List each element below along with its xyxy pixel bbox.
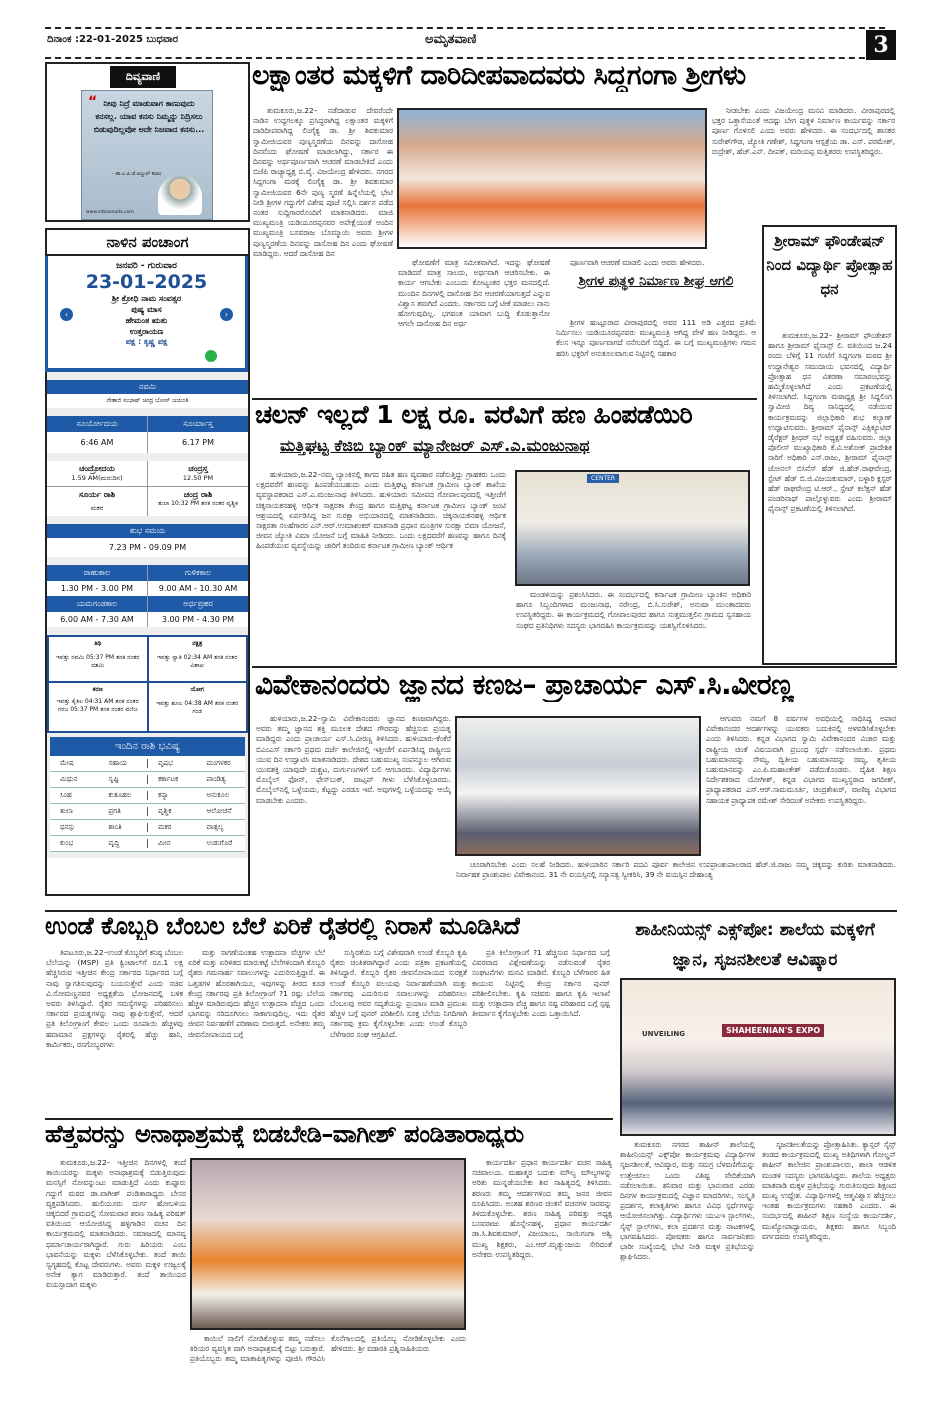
surya-rashi: ಮಕರ <box>90 504 104 512</box>
moonrise-label: ಚಂದ್ರೋದಯ <box>79 464 115 473</box>
banner-text: UNVEILING <box>642 1030 686 1038</box>
ardha-time: 3.00 PM - 4.30 PM <box>147 612 248 627</box>
rashi-sign: ತುಲಾ <box>60 807 73 815</box>
divyavani-title: ದಿವ್ಯವಾಣಿ <box>110 66 176 88</box>
quote-site: www.sitkannada.com <box>86 210 134 215</box>
article-text: ಪ್ರತಿ ಕಿಲೋಗ್ರಾಂಗೆ ?1 ಹೆಚ್ಚಿಸುವ ನಿರ್ಧಾರದ ಬಗ್ಗೆ ವಿವರವಾದ ವಿಶ್ಲೇಷಣೆಯನ್ನು ನಡೆಸುವಂತೆ ರೈತರ ಸಂಘಟನೆಗಳು ಮನವಿ ಮಾಡಿವೆ. ಕೊಬ್ಬರಿ ಬೆಳೆಗಾರರ ಹಿತ ಕಾಯುವ ನಿಟ್ಟಿನಲ್ಲಿ ಕೇಂದ್ರ ಸರ್ಕಾರ ಪುನರ್ ಪರಿಶೀಲಿಸಬೇಕು. ಕೃಷಿ ಸಚಿವರು ಹಾಗೂ ಕೃಷಿ ಇಲಾಖೆ ಮತ್ತು ಉತ್ಪಾದನಾ ವೆಚ್ಚ ಹಾಗೂ ನಷ್ಟ ಪರಿಹಾರದ ಬಗ್ಗೆ ಸ್ಪಷ್ಟ ತೀರ್ಮಾನ ಕೈಗೊಳ್ಳಬೇಕು ಎಂದು ಒತ್ತಾಯಿಸಿದೆ. <box>472 948 610 1019</box>
karana-label: ಕರಣ <box>92 686 103 693</box>
shriram-headline: ಶ್ರೀರಾಮ್ ಫೌಂಡೇಷನ್ ನಿಂದ ವಿದ್ಯಾರ್ಥಿ ಪ್ರೋತ್ಸಾಹ ಧನ <box>766 232 893 298</box>
tithi-value: ಇವತ್ತು ನವಮಿ 05:37 PM ತನಕ ನಂತರ ದಶಮಿ <box>56 654 140 669</box>
moonset-label: ಚಂದ್ರಸ್ತ <box>188 464 208 473</box>
page-number: 3 <box>866 30 896 60</box>
moonset-time: 12.50 PM <box>182 474 214 482</box>
headline-vivekananda: ವಿವೇಕಾನಂದರು ಜ್ಞಾನದ ಕಣಜ– ಪ್ರಾಚಾರ್ಯ ಎಸ್.ಸಿ.ವೀರಣ್ಣ <box>255 668 795 701</box>
rashi-row <box>50 756 245 772</box>
article-text: ಕಾಯಿಲೆ ನಾಲಿಗೆ ನೋಡಿಕೊಳ್ಳುವ ತಮ್ಮ ನಡೆಸಲು ಕಿರಿಯರ ವ್ಯವಸ್ಥಿತ ವಾಗಿ ಅನಾಥಾಶ್ರಮಕ್ಕೆ ಬಿಟ್ಟು ಬರುತ್ತಾರೆ. ಪ್ರತಿಯೊಬ್ಬರು ತಮ್ಮ ಮಾತಾಪಿತೃಗಳನ್ನು ಪೂಜಿಸಿ ಗೌರವಿಸಿ ಕೊನೆಗಾಲದಲ್ಲಿ ಪ್ರತಿಯೊಬ್ಬ ನೋಡಿಕೊಳ್ಳಬೇಕು ಎಂದು ಹೇಳಿದರು. ಶ್ರೀ ವಡಾರತಿ ಪ್ರಶ್ನಿಸಾಹಿತಿಯರು <box>190 1334 466 1364</box>
chandra-rashi: ತುಲಾ 10:32 PM ತನಕ ನಂತರ ವೃಶ್ಚಿಕ <box>158 500 238 507</box>
headline-copra: ಉಂಡೆ ಕೊಬ್ಬರಿ ಬೆಂಬಲ ಬೆಲೆ ಏರಿಕೆ ರೈತರಲ್ಲಿ ನಿರಾಸೆ ಮೂಡಿಸಿದೆ <box>45 912 520 940</box>
rashi-prediction: ಸೃಷ್ಟಿ <box>108 775 119 783</box>
ardha-label: ಅರ್ಧಪ್ರಹರ <box>147 596 248 612</box>
rashi-sign: ಮೇಷ <box>60 759 74 767</box>
headline-bank: ಚಲನ್ ಇಲ್ಲದೆ 1 ಲಕ್ಷ ರೂ. ವರೆವಿಗೆ ಹಣ ಹಿಂಪಡೆಯಿರಿ <box>255 400 693 429</box>
article-text: ಶ್ರೀಗಳ ಹುಟ್ಟೂರಾದ ವೀರಾಪುರದಲ್ಲಿ ಅವರ 111 ಅಡಿ ಎತ್ತರದ ಪ್ರತಿಮೆ ನಿರ್ಮಿಸಲು ಯಡಿಯೂರಪ್ಪನವರು ಮುಖ್ಯಮಂತ್ರಿ ಆಗಿದ್ದ ವೇಳೆ ಹಣ ನೀಡಿದ್ದರು. ಆ ಕೆಲಸ ಇನ್ನೂ ಪೂರ್ಣವಾಗದೆ ನನೆಗುದಿಗೆ ಬಿದ್ದಿದೆ. ಈ ಬಗ್ಗೆ ಮುಖ್ಯಮಂತ್ರಿಗಳು ಗಮನ ಹರಿಸಿ ಭಕ್ತರಿಗೆ ಅನುಕೂಲವಾಗುವ ನಿಟ್ಟಿನಲ್ಲಿ ಸಹಕಾರ <box>556 318 756 358</box>
whatsapp-icon[interactable] <box>205 350 217 362</box>
yama-time: 6.00 AM - 7.30 AM <box>60 615 134 624</box>
sunset-label: ಸೂರ್ಯಾಸ್ತ <box>147 416 248 432</box>
article-text: ತುಮಕೂರು,ಜ.22– ಇತ್ತೀಚಿನ ದಿನಗಳಲ್ಲಿ ತಂದೆ ತಾಯಿಯರನ್ನು ಮಕ್ಕಳು ಅನಾಥಾಶ್ರಮಕ್ಕೆ ಬಿಡುತ್ತಿರುವುದು ಮನಸ್ಸಿಗೆ ನೋವನ್ನುಂಟು ಮಾಡುತ್ತಿದೆ ಎಂದು ಕುಪ್ಪೂರು ಗದ್ದುಗೆ ಮಠದ ಡಾ.ವಾಗೀಶ್ ಪಂಡಿತಾರಾಧ್ಯರು ಬೇಸರ ವ್ಯಕ್ತಪಡಿಸಿದರು. ಹುಲಿಯೂರು ದುರ್ಗ ಹೋಬಳಿಯ ಚಿಕ್ಕಬಿದರೆ ಗ್ರಾಮದಲ್ಲಿ ಸೋಮವಾರ ಶರಣ ಸಾಹಿತ್ಯ ಪರಿಷತ್ ವತಿಯಿಂದ ಆಯೋಜಿಸಿದ್ದ ಹಳ್ಳಿಗಾಡಿನ ವಚನ ದಿನ ಕಾರ್ಯಕ್ರಮದಲ್ಲಿ ಮಾತನಾಡಿದರು. ಸಮಾಜದಲ್ಲಿ ಮಾನವ್ಯ ಧರ್ಮಾಚಾರ್ಯರಾಗಿದ್ದಾರೆ. ಗುರು ಹಿರಿಯರು ಎಂಬ ಭಾವನೆಯನ್ನು ಮಕ್ಕಳು ಬೆಳೆಸಿಕೊಳ್ಳಬೇಕು. ತಂದೆ ತಾಯಿ ಸ್ವಗೃಹದಲ್ಲಿ ಕೊಟ್ಟ ದೇವರುಗಳು. ಅವರು ಮಕ್ಕಳ ಉಜ್ವಲಕ್ಕೆ ಅನೇಕ ತ್ಯಾಗ ಮಾಡಿರುತ್ತಾರೆ. ತಂದೆ ತಾಯಿಯರ ವಯಸ್ಸಾದಾಗ ಮಕ್ಕಳು <box>46 1158 186 1290</box>
quote-text: ನೀವು ನಿದ್ರೆ ಮಾಡುವಾಗ ಕಾಣುವುದು ಕನಸಲ್ಲ. ಯಾವ ಕನಸು ನಿಮ್ಮನ್ನು ನಿದ್ರಿಸಲು ಬಿಡುವುದಿಲ್ಲವೋ ಅದೇ ನಿಜವಾದ ಕನಸು... <box>93 99 205 134</box>
article-text: ತುಮಕೂರು,ಜ.22– ಶ್ರೀರಾಮ್ ಫೌಂಡೇಶನ್ ಹಾಗೂ ಶ್ರೀರಾಮ್ ಫೈನಾನ್ಸ್ ಲಿ. ವತಿಯಿಂದ ಜ.24 ರಂದು ಬೆಳಿಗ್ಗೆ 11 ಗಂಟೆಗೆ ಸಿದ್ದಗಂಗಾ ಮಠದ ಶ್ರೀ ಉದ್ದಾನೇಶ್ವರ ಸಮುದಾಯ ಭವನದಲ್ಲಿ ವಿದ್ಯಾರ್ಥಿ ಪ್ರೋತ್ಸಾಹ ಧನ ವಿತರಣಾ ಸಮಾರಂಭವನ್ನು ಹಮ್ಮಿಕೊಳ್ಳಲಾಗಿದೆ ಎಂದು ಪ್ರಕಟಣೆಯಲ್ಲಿ ತಿಳಿಸಲಾಗಿದೆ. ಸಿದ್ದಗಂಗಾ ಮಠಾಧ್ಯಕ್ಷ ಶ್ರೀ ಸಿದ್ದಲಿಂಗ ಸ್ವಾಮೀಜಿ ದಿವ್ಯ ಸಾನಿಧ್ಯದಲ್ಲಿ ನಡೆಯುವ ಕಾರ್ಯಕ್ರಮವನ್ನು ಜಿಲ್ಲಾಧಿಕಾರಿ ಶುಭ ಕಲ್ಯಾಣ್ ಉದ್ಘಾಟಿಸುವರು. ಶ್ರೀರಾಮ್ ಫೈನಾನ್ಸ್ ಎಕ್ಸಿಕ್ಯೂಟಿವ್ ಡೈರೆಕ್ಟರ್ ಶ್ರೀಧರ್ ಸಭೆ ಅಧ್ಯಕ್ಷತೆ ವಹಿಸುವರು. ಜಿಲ್ಲಾ ಪೊಲೀಸ್ ಮುಖ್ಯಾಧಿಕಾರಿ ಕೆ.ವಿ.ಅಶೋಕ್ ಪ್ರಾದೇಶಿಕ ಸಾರಿಗೆ ಅಧಿಕಾರಿ ಎಸ್.ರಾಜು, ಶ್ರೀರಾಮ್ ಫೈನಾನ್ಸ್ ಜೋನಲ್ ಬಿಸಿನೆಸ್ ಹೆಡ್ ಜಿ.ಹೆಚ್.ರಾಘವೇಂದ್ರ, ಸ್ಟೇಟ್ ಹೆಡ್ ಬಿ.ಜಿ.ವಿಜಯಕುಮಾರ್, ಬಳ್ಳಾರಿ ಕ್ಲಸ್ಟರ್ ಹೆಡ್ ರಾಘವೇಂದ್ರ ಟಿ.ಆರ್., ಸ್ಟೇಟ್ ಕಲೆಕ್ಷನ್ ಹೆಡ್ ಪಂಡರಿನಾಥ್ ಪಾಲ್ಗೊಳ್ಳುವರು ಎಂದು ಶ್ರೀರಾಮ್ ಫೈನಾನ್ಸ್ ಪ್ರಕಟಣೆಯಲ್ಲಿ ತಿಳಿಸಲಾಗಿದೆ. <box>768 331 892 514</box>
karana-value: ಇವತ್ತು ಕೈತಿಲ 04:31 AM ತನಕ ನಂತರ ಗರಜ 05:37 PM ತನಕ ನಂತರ ವಣಿಜ <box>56 698 139 713</box>
yoga-label: ಯೋಗ <box>190 686 205 693</box>
samvatsara: ಶ್ರೀ ಕ್ರೋಧಿ ನಾಮ ಸಂವತ್ಸರ <box>111 294 182 303</box>
article-text: ಹುಳಿಯಾರು,ಜ.22–ನಮ್ಮ ಬ್ಯಾಂಕಿನಲ್ಲಿ ಕಾಗದ ರಹಿತ ಹಣ ವ್ಯವಹಾರ ನಡೆಸುತ್ತಿದ್ದು ಗ್ರಾಹಕರು ಒಂದು ಲಕ್ಷದವರೆಗೆ ಹಣವನ್ನು ಹಿಂಪಡೆಯಬಹುದು ಎಂದು ಮತ್ತಿಘಟ್ಟ ಕರ್ನಾಟಕ ಗ್ರಾಮೀಣ ಬ್ಯಾಂಕ್ ಶಾಖೆಯ ವ್ಯವಸ್ಥಾಪಕರಾದ ಎಸ್.ಎ.ಮಂಜುನಾಥ ತಿಳಿಸಿದರು. ಹುಳಿಯಾರು ಸಮೀಪದ ಗೋಪಾಲಪುರದಲ್ಲಿ ಇತ್ತೀಚೆಗೆ ಚಿಕ್ಕನಾಯಕನಹಳ್ಳಿ ಆರ್ಥಿಕ ಸಾಕ್ಷರತಾ ಕೇಂದ್ರ ಹಾಗೂ ಮತ್ತಿಘಟ್ಟ ಕರ್ನಾಟಕ ಗ್ರಾಮೀಣ ಬ್ಯಾಂಕ್ ಜಂಟಿ ಆಶ್ರಯದಲ್ಲಿ ಏರ್ಪಡಿಸಿದ್ದ ಜನ ಸುರಕ್ಷಾ ಅಭಿಯಾನದಲ್ಲಿ ಮಾತನಾಡಿದರು. ಚಿಕ್ಕನಾಯಕನಹಳ್ಳಿ ಆರ್ಥಿಕ ಸಾಕ್ಷರತಾ ಸಲಹೆಗಾರರ ಎನ್.ಆರ್.ಉಮಾಶಂಕರ್ ಮಾತನಾಡಿ ಪ್ರಧಾನ ಮಂತ್ರಿಗಳ ಸುರಕ್ಷಾ ಬಿಮಾ ಯೋಜನೆ, ಜೀವನ ಜ್ಯೋತಿ ವಿಮಾ ಯೋಜನೆ ಬಗ್ಗೆ ಮಾಹಿತಿ ನೀಡಿದರು. ಒಂದು ಲಕ್ಷದವರೆಗೆ ಹಣವನ್ನು ಹಾಗೂ ದಿನಕ್ಕೆ ಹಿಂಪಡೆಯುವ ವ್ಯವಸ್ಥೆಯನ್ನು ಜಾರಿಗೆ ತಂದಿರುವ ಕರ್ನಾಟಕ ಗ್ರಾಮೀಣ ಬ್ಯಾಂಕ್ ಆರ್ಥಿಕ <box>256 470 506 551</box>
article-text: ಸೃಜನಶೀಲತೆಯನ್ನು ಪ್ರೋತ್ಸಾಹಿಸಿತು. ಕ್ಯಾನ್ಸರ್ ಸೈನ್ಸ್ ತಂಡದ ಕಾರ್ಯಕ್ರಮದಲ್ಲಿ ಮುಖ್ಯ ಅತಿಥಿಗಳಾಗಿ ಗೋಲ್ಡನ್ ಶಾಹೀನ್ ಕಾಲೇಜಿನ ಪ್ರಾಂಶುಪಾಲರು, ಶಾಲಾ ಆಡಳಿತ ಮಂಡಳಿ ಸದಸ್ಯರು ಭಾಗವಹಿಸಿದ್ದರು. ಶಾಲೆಯ ಅಧ್ಯಕ್ಷರು ಮಾತನಾಡಿ ಮಕ್ಕಳ ಪ್ರತಿಭೆಯನ್ನು ಗುರುತಿಸುವುದು ಶಿಕ್ಷಣದ ಮುಖ್ಯ ಉದ್ದೇಶ. ವಿದ್ಯಾರ್ಥಿಗಳಲ್ಲಿ ಆತ್ಮವಿಶ್ವಾಸ ಹೆಚ್ಚಿಸಲು ಇಂತಹ ಕಾರ್ಯಕ್ರಮಗಳು ಸಹಕಾರಿ ಎಂದರು. ಈ ಸಂದರ್ಭದಲ್ಲಿ ಶಾಹೀನ್ ಶಿಕ್ಷಣ ಸಂಸ್ಥೆಯ ಕಾರ್ಯದರ್ಶಿ, ಮುಖ್ಯೋಪಾಧ್ಯಾಯರು, ಶಿಕ್ಷಕರು ಹಾಗೂ ಸಿಬ್ಬಂದಿ ವರ್ಗದವರು ಉಪಸ್ಥಿತರಿದ್ದರು. <box>762 1140 896 1241</box>
next-day-arrow-icon[interactable]: › <box>220 308 233 321</box>
special-event: ನೇತಾಜಿ ಸುಭಾಷ್ ಚಂದ್ರ ಬೋಸ್ ಜಯಂತಿ <box>106 397 189 404</box>
shriram-foundation-box <box>762 225 897 665</box>
panchang-date: 23-01-2025 <box>85 271 208 293</box>
banner-text: SHAHEENIAN'S EXPO <box>722 1024 824 1037</box>
paksha: ಪಕ್ಷ : ಕೃಷ್ಣ ಪಕ್ಷ <box>125 337 168 346</box>
banner-text: CENTER <box>587 474 619 483</box>
article-text: ಚೂರಾಗಿಸಬೇಕು ಎಂದು ಸಲಹೆ ನೀಡಿದರು. ಹುಳಿಯಾರಿನ ಸರ್ಕಾರಿ ಪದವಿ ಪೂರ್ವ ಕಾಲೇಜಿನ ಉಪಪ್ರಾಂಶುಪಾಲರಾದ ಹೆಚ್.ಜಿ.ರಾಜು ನಮ್ಮ ಚಿಕ್ಕವನ್ನು ಕುರಿತು ಮಾತನಾಡಿದರು. ನಿರ್ವಾಹಕ ಪ್ರಾಂಶುಪಾಲ ವಿವೇಕಾನಂದ. 31 ನೇ ವಯಸ್ಸಿನಲ್ಲಿ ಸನ್ಯಾಸತ್ವ ಸ್ವೀಕರಿಸಿ, 39 ನೇ ವಯಸ್ಸಿನ ದೇಹಾಂತ್ಯ <box>456 860 896 880</box>
article-text: ತಿಪಟೂರು,ಜ.22–ಉಂಡೆ ಕೊಬ್ಬರಿಗೆ ಕನಿಷ್ಠ ಬೆಂಬಲ ಬೆಲೆಯನ್ನು (MSP) ಪ್ರತಿ ಕ್ವಿಂಟಾಲ್‌ಗೆ ರೂ.1 ಲಕ್ಷ ಹೆಚ್ಚಿಸಿರುವ ಇತ್ತೀಚಿನ ಕೇಂದ್ರ ಸರ್ಕಾರದ ನಿರ್ಧಾರದ ಬಗ್ಗೆ ನಾವು ಸ್ವಾಗತಿಸುವುದನ್ನು ಬಯಸುತ್ತೇವೆ ಎಂದು ಸಚಿವ ವಿ.ಸೋಮಣ್ಣನವರ ಅಧ್ಯಕ್ಷತೆಯ ಭೋಜನದಲ್ಲಿ ಬಳಿಕ ಅವರು ತಿಳಿಸಿದ್ದಾರೆ. ರೈತರ ಸಮಸ್ಯೆಗಳನ್ನು ಪರಿಹರಿಸಲು ಸರ್ಕಾರದ ಪ್ರಯತ್ನಗಳನ್ನು ನಾವು ಶ್ಲಾಘಿಸುತ್ತೇವೆ, ಆದರೆ ಪ್ರತಿ ಕಿಲೋಗ್ರಾಂಗೆ ಕೇವಲ ಒಂದು ರೂಪಾಯಿ ಹೆಚ್ಚಳವು ಹವಾಮಾನ ಪ್ರಕ್ಷಗಳನ್ನು ರೈತರಲ್ಲಿ ಹೆಚ್ಚು ಹಾನಿ, ಕಾರ್ಮಿಕರು, ರಸಗೊಬ್ಬರಗಳು <box>46 948 183 1049</box>
shubha-label: ಶುಭ ಸಮಯ <box>47 524 248 538</box>
nakshatra-value: ಇವತ್ತು ಸ್ವಾತಿ 02:34 AM ತನಕ ನಂತರ ವಿಶಾಖ <box>156 654 238 669</box>
prev-day-arrow-icon[interactable]: ‹ <box>60 308 73 321</box>
surya-rashi-label: ಸೂರ್ಯ ರಾಶಿ <box>78 490 116 499</box>
yoga-value: ಇವತ್ತು ಶೂಲ 04:38 AM ತನಕ ನಂತರ ಗಂಡ <box>156 700 239 715</box>
news-photo-expo <box>620 978 896 1136</box>
rashi-prediction: ಮಂಗಳಕರ <box>206 759 231 767</box>
rashi-sign: ವೃಶ್ಚಿಕ <box>147 807 197 816</box>
rutu: ಹೇಮಂತ ಋತು <box>125 316 168 325</box>
news-photo-bank <box>515 470 750 586</box>
panchang-date-card <box>45 256 248 372</box>
portrait-image <box>158 175 202 215</box>
sunrise-label: ಸೂರ್ಯೋದಯ <box>76 419 118 428</box>
gulika-label: ಗುಳಿಕಕಾಲ <box>147 565 248 581</box>
rashi-prediction: ಸಹಾಯ <box>108 759 128 767</box>
article-text: ತುಮಕೂರು,ಜ.22– ನಡೆದಾಡುವ ದೇವರೆಂದೇ ನಾಡಿನ ಉದ್ದಗಲಕ್ಕೂ ಪ್ರಸಿದ್ಧರಾಗಿದ್ದ ಲಕ್ಷಾಂತರ ಮಕ್ಕಳಿಗೆ ದಾರಿದೀಪವಾಗಿದ್ದ ಲಿಂಗೈಕ್ಯ ಡಾ. ಶ್ರೀ ಶಿವಕುಮಾರ ಸ್ವಾಮೀಜಿಯವರ ಪುಣ್ಯಸ್ಮರಣೆಯ ದಿನವನ್ನು ದಾಸೋಹ ದಿನವೆಂದು ಘೋಷಣೆ ಮಾಡಲಾಗಿದ್ದು, ಸರ್ಕಾರ ಈ ದಿನವನ್ನು ಅರ್ಥಪೂರ್ಣವಾಗಿ ಆಚರಣೆ ಮಾಡಬೇಕಿದೆ ಎಂದು ಬಿಜೆಪಿ ರಾಜ್ಯಾಧ್ಯಕ್ಷ ಬಿ.ವೈ. ವಿಜಯೇಂದ್ರ ಹೇಳಿದರು. ನಗರದ ಸಿದ್ದಗಂಗಾ ಮಠಕ್ಕೆ ಲಿಂಗೈಕ್ಯ ಡಾ. ಶ್ರೀ ಶಿವಕುಮಾರ ಸ್ವಾಮೀಜಿಯವರ 6ನೇ ಪುಣ್ಯ ಸ್ಮರಣೆ ಹಿನ್ನೆಲೆಯಲ್ಲಿ ಭೇಟಿ ನೀಡಿ ಶ್ರೀಗಳ ಗದ್ದುಗೆಗೆ ವಿಶೇಷ ಪೂಜೆ ಸಲ್ಲಿಸಿ ದರ್ಶನ ಪಡೆದ ನಂತರ ಸುದ್ದಿಗಾರರೊಂದಿಗೆ ಮಾತನಾಡಿದರು. ಮಾಜಿ ಮುಖ್ಯಮಂತ್ರಿ ಯಡಿಯೂರಪ್ಪನವರ ಅಪೇಕ್ಷೆಯಂತೆ ಅಂದಿನ ಮುಖ್ಯಮಂತ್ರಿ ಬಸವರಾಜ ಬೊಮ್ಮಾಯಿ ಅವರು ಶ್ರೀಗಳ ಪುಣ್ಯಸ್ಮರಣೆಯ ದಿನವನ್ನು ದಾಸೋಹ ದಿನ ಎಂದು ಘೋಷಣೆ ಮಾಡಿದ್ದರು. ಆದರೆ ದಾಸೋಹ ದಿನ <box>253 106 393 258</box>
gulika-time: 9.00 AM - 10.30 AM <box>147 581 248 596</box>
rashi-sign: ಕರ್ಕಾಟಕ <box>147 775 197 784</box>
rashi-sign: ಮೀನ <box>147 839 197 848</box>
rashi-prediction: ಪಾಂಡಿತ್ಯ <box>206 775 226 783</box>
divyavani-box <box>45 62 250 222</box>
subheadline: ಮತ್ತಿಘಟ್ಟ ಕೆಜಿಬಿ ಬ್ಯಾಂಕ್ ಮ್ಯಾನೇಜರ್ ಎಸ್.ಎ.ಮಂಜುನಾಥ <box>280 436 590 455</box>
quote-mark-icon: “ <box>88 94 98 110</box>
rashi-title: ಇಂದಿನ ರಾಶಿ ಭವಿಷ್ಯ <box>50 737 245 756</box>
issue-date: ದಿನಾಂಕ :22-01-2025 ಬುಧವಾರ <box>47 34 179 45</box>
rashi-row <box>50 836 245 852</box>
rahu-time: 1.30 PM - 3.00 PM <box>60 584 134 593</box>
rashi-sign: ಮಕರ <box>147 823 197 832</box>
rahu-label: ರಾಹುಕಾಲ <box>83 568 111 577</box>
rashi-sign: ಮಿಥುನ <box>60 775 78 783</box>
rashi-prediction: ಉಡುಗೊರೆ <box>206 839 233 847</box>
subheadline: ಶ್ರೀಗಳ ಪುತ್ಥಳಿ ನಿರ್ಮಾಣ ಶೀಘ್ರ ಆಗಲಿ <box>578 274 734 289</box>
quote-image <box>81 90 213 220</box>
news-photo-college <box>455 716 701 856</box>
article-text: ನೀಡಬೇಕು ಎಂದು ವಿಜಯೇಂದ್ರ ಮನವಿ ಮಾಡಿದರು. ವೀರಾಪುರದಲ್ಲಿ ಭಕ್ತರ ಒತ್ತಾಸೆಯಂತೆ ಆದಷ್ಟು ಬೇಗ ಪುತ್ಥಳಿ ನಿರ್ಮಾಣ ಕಾರ್ಯವನ್ನು ಸರ್ಕಾರ ಪೂರ್ಣ ಗೊಳಿಸಲಿ ಎಂದು ಅವರು ಹೇಳಿದರು. ಈ ಸಂದರ್ಭದಲ್ಲಿ ಶಾಸಕರ ಸುರೇಶ್‌ಗೌಡ, ಜ್ಯೋತಿ ಗಣೇಶ್, ಸಿದ್ದಗಂಗಾ ಆಸ್ಪತ್ರೆಯ ಡಾ. ಎಸ್. ಪರಮೇಶ್, ರುದ್ರೇಶ್, ಹೆಚ್.ಎನ್. ದೀಪಕ್, ಮರಿಯಪ್ಪ ಮತ್ತಿತರರು ಉಪಸ್ಥಿತರಿದ್ದರು. <box>712 106 895 156</box>
rashi-row <box>50 772 245 788</box>
rashi-prediction: ಅನುಕೂಲ <box>206 791 230 799</box>
article-text: ಪೂರ್ಣವಾಗಿ ಆಚರಣೆ ಮಾಡಲಿ ಎಂದು ಅವರು ಹೇಳಿದರು. <box>570 258 705 267</box>
rashi-row <box>50 820 245 836</box>
rashi-prediction: ವೃದ್ಧಿ <box>108 839 120 847</box>
tithi-label: ತಿಥಿ <box>94 640 102 647</box>
headline-siddaganga: ಲಕ್ಷಾಂತರ ಮಕ್ಕಳಿಗೆ ದಾರಿದೀಪವಾದವರು ಸಿದ್ದಗಂಗಾ ಶ್ರೀಗಳು <box>252 60 746 91</box>
paper-name: ಅಮೃತವಾಣಿ <box>425 32 477 47</box>
rashi-row <box>50 804 245 820</box>
news-photo-event <box>190 1158 466 1330</box>
rashi-row <box>50 788 245 804</box>
rashi-sign: ಕುಂಭ <box>60 839 74 847</box>
panchang-title: ನಾಳಿನ ಪಂಚಾಂಗ <box>47 230 248 256</box>
article-text: ಹುಳಿಯಾರು,ಜ.22–ಸ್ವಾಮಿ ವಿವೇಕಾನಂದರು ಜ್ಞಾನದ ಕಣಜವಾಗಿದ್ದರು. ಅವರು ತಮ್ಮ ಜ್ಞಾನದ ಶಕ್ತಿ ಮೂಲಕ ದೇಶದ ಗೌರವನ್ನು ಹೆಚ್ಚಿಸುವ ಪ್ರಯತ್ನ ಮಾಡಿದ್ದರು ಎಂದು ಪ್ರಾಚಾರ್ಯ ಎಸ್.ಸಿ.ವೀರಣ್ಣ ತಿಳಿಸಿದರು. ಹುಳಿಯಾರು-ಕೆಂಕೆರೆ ಬಿಎಂಎಸ್ ಸರ್ಕಾರಿ ಪ್ರಥಮ ದರ್ಜೆ ಕಾಲೇಜಿನಲ್ಲಿ ಇತ್ತೀಚೆಗೆ ಏರ್ಪಡಿಸಿದ್ದ ರಾಷ್ಟ್ರೀಯ ಯುವ ದಿನ ಉದ್ಘಾಟಿಸಿ ಮಾತನಾಡಿದರು. ದೇಶದ ಬಹುಮುಖ್ಯ ಸಂಪನ್ಮೂಲ ಆಗಿರುವ ಯುವಶಕ್ತಿ ಯಾವುದೇ ದುಶ್ಚಟ, ದುರ್ಗುಣಗಳಿಗೆ ಬಲಿ ಆಗಬಾರದು. ವಿದ್ಯಾರ್ಥಿಗಳು ಮೊಬೈಲ್ ಫೋನ್, ಫೇಸ್‌ಬುಕ್, ವಾಟ್ಸಪ್ ಗೀಳು ಬೆಳೆಸಿಕೊಳ್ಳಬಾರದು. ಮೊಬೈಲ್‌ನಲ್ಲಿ ಒಳ್ಳೆಯದು, ಕೆಟ್ಟದ್ದು ಎರಡೂ ಇವೆ. ಅವುಗಳಲ್ಲಿ ಒಳ್ಳೆಯದನ್ನು ಆಯ್ಕೆ ಮಾಡಬೇಕು ಎಂದರು. <box>256 714 451 805</box>
rashi-prediction: ಆಲೋಚನೆ <box>206 807 232 815</box>
article-text: ಮತ್ತು ಸಾಗಣೆಯಂತಹ ಉತ್ಪಾದನಾ ವೆಚ್ಚಗಳ ಬೆಲೆ ಏರಿಕೆ ಮತ್ತು ಏರಿಳಿತದ ಮಾರುಕಟ್ಟೆ ಬೆಲೆಗಳಿಂದಾಗಿ ಕೊಬ್ಬರಿ ರೈತರು ಗಮನಾರ್ಹ ಸವಾಲುಗಳನ್ನು ಎದುರಿಸುತ್ತಿದ್ದಾರೆ. ಈ ಒತ್ತಡಗಳ ಹೊರತಾಗಿಯೂ, ಇವುಗಳನ್ನು ತೀರದ ಕೂಡ ಕೇಂದ್ರ ಸರ್ಕಾರವು ಪ್ರತಿ ಕಿಲೋಗ್ರಾಂಗೆ ?1 ರಷ್ಟು ಬೆಲೆಯ ಹೆಚ್ಚಳ ಮಾಡಿರುವುದು ಹೆಚ್ಚಿನ ಉತ್ಪಾದನಾ ವೆಚ್ಚದ ಒಂದು ಭಾಗವನ್ನು ಸರಿದೂಗಿಸಲು ಸಾಕಾಗುವುದಿಲ್ಲ. ಇದು ರೈತರ ಜೀವನ ನಿರ್ವಹಣೆಗೆ ಪರಿಣಾಮ ಬೀರುತ್ತದೆ. ಅನೇಕರು ತಮ್ಮ ಜೀವನೋಪಾಯದ ಬಗ್ಗೆ <box>188 948 325 1039</box>
article-text: ಸುಸ್ಥಿರತೆಯ ಬಗ್ಗೆ ವಿಶೇಷವಾಗಿ ಉಂಡೆ ಕೊಬ್ಬರಿ ಕೃಷಿ ರೈತರು ಚಿಂತಿತರಾಗಿದ್ದಾರೆ ಎಂದು ಪತ್ರಿಕಾ ಪ್ರಕಟಣೆಯಲ್ಲಿ ತಿಳಿಸಿದ್ದಾರೆ. ಕೊಬ್ಬರಿ ರೈತರ ಜೀವನೋಪಾಯದ ಸುರಕ್ಷತೆ ಉಂಡೆ ಕೊಬ್ಬರಿ ವಲಯವು ನಿರ್ವಾಹಣೆಯಾಗಿ ಮತ್ತು ಸರ್ಕಾರವು ಎದುರಿಸುವ ಸವಾಲುಗಳನ್ನು ಪರಿಹರಿಸಲು ಬೆಂಬಲವು ಅವರ ಸದ್ಯತೆಯನ್ನು ಪ್ರಯಾಣ ಮಾಡಿ ಪ್ರಮುಖ ಹೆಚ್ಚಳ ಬಗ್ಗೆ ಪುನರ್ ಪರಿಶೀಲಿಸಿ ಸೂಕ್ತ ಬೆಲೆಯ ನಿಗದಿಗಾಗಿ ಸರ್ಕಾರವು ಕ್ರಮ ಕೈಗೊಳ್ಳಬೇಕು ಎಂದು ಉಂಡೆ ಕೊಬ್ಬರಿ ಬೆಳೆಗಾರರ ಸಂಘ ಆಗ್ರಹಿಸಿದೆ. <box>330 948 467 1039</box>
divider <box>45 27 885 29</box>
panchang-box <box>45 228 250 896</box>
divider <box>45 57 885 59</box>
rashi-sign: ಧನಸ್ಸು <box>60 823 76 831</box>
moonrise-time: 1.59 AM(ಮರುದಿನ) <box>71 474 123 482</box>
ayana: ಉತ್ತರಾಯಣ <box>129 327 164 336</box>
rashi-sign: ವೃಷಭ <box>147 759 197 768</box>
headline-expo: ಶಾಹೀನಿಯನ್ಸ್ ಎಕ್ಸ್‌ಪೋ: ಶಾಲೆಯ ಮಕ್ಕಳಿಗೆ ಜ್ಞಾನ, ಸೃಜನಶೀಲತೆ ಆವಿಷ್ಕಾರ <box>635 920 875 970</box>
shubha-time: 7.23 PM - 09.09 PM <box>108 543 187 552</box>
nakshatra-label: ನಕ್ಷತ್ರ <box>192 640 203 647</box>
article-text: ಮಂಡಳಿಯನ್ನು ಪ್ರಶಂಸಿಸಿದರು. ಈ ಸಂದರ್ಭದಲ್ಲಿ ಕರ್ನಾಟಕ ಗ್ರಾಮೀಣ ಬ್ಯಾಂಕಿನ ಅಧಿಕಾರಿ ಹಾಗೂ ಸಿಬ್ಬಂದಿಗಳಾದ ಮಂಜುನಾಥ, ನರೇಂದ್ರ, ಬಿ.ಸಿ.ಸುರೇಶ್, ಅನುಷಾ ಮುಂತಾದವರು ಉಪಸ್ಥಿತರಿದ್ದರು. ಈ ಕಾರ್ಯಕ್ರಮದಲ್ಲಿ ಗೋಪಾಲಪುರದ ಹಾಗೂ ಸುತ್ತಮುತ್ತಲಿನ ಗ್ರಾಮದ ಸ್ವಸಹಾಯ ಸಂಘದ ಪ್ರತಿನಿಧಿಗಳು ಸದಸ್ಯರು ಭಾಗವಹಿಸಿ ಕಾರ್ಯಕ್ರಮವನ್ನು ಯಶಸ್ವಿಗೊಳಿಸಿದರು. <box>516 590 751 630</box>
chandra-rashi-label: ಚಂದ್ರ ರಾಶಿ <box>183 490 213 499</box>
headline-orphanage: ಹೆತ್ತವರನ್ನು ಅನಾಥಾಶ್ರಮಕ್ಕೆ ಬಿಡಬೇಡಿ–ವಾಗೀಶ್ ಪಂಡಿತಾರಾಧ್ಯರು <box>45 1120 524 1148</box>
panchang-month-day: ಜನವರಿ - ಗುರುವಾರ <box>116 261 177 271</box>
article-text: ತುಮಕೂರು ನಗರದ ಶಾಹೀನ್ ಶಾಲೆಯಲ್ಲಿ ಶಾಹೀನಿಯನ್ಸ್ ಎಕ್ಸ್‌ಪೋ ಕಾರ್ಯಕ್ರಮವು ವಿದ್ಯಾರ್ಥಿಗಳ ಸೃಜನಶೀಲತೆ, ಆವಿಷ್ಕಾರ, ಮತ್ತು ಸಮಗ್ರ ಬೆಳವಣಿಗೆಯನ್ನು ಉತ್ತೇಜಿಸಲು ಒಂದು ವಿಶಿಷ್ಟ ವೇದಿಕೆಯಾಗಿ ನಡೆಸಲಾಯಿತು. ಶನಿವಾರ ಮತ್ತು ಭಾನುವಾರ ಎರಡು ದಿನಗಳ ಕಾರ್ಯಕ್ರಮದಲ್ಲಿ ವಿಜ್ಞಾನ ಮಾದರಿಗಳು, ಸಂಸ್ಕೃತಿ ಪ್ರದರ್ಶನ, ಕಲಾಕೃತಿಗಳು ಹಾಗೂ ವಿವಿಧ ಸ್ಪರ್ಧೆಗಳನ್ನು ಆಯೋಜಿಸಲಾಗಿತ್ತು. ವಿದ್ಯಾರ್ಥಿಗಳು ಯುಎಇ ಸ್ಟಾಲ್‌ಗಳು, ಸೈನ್ಸ್ ಸ್ಟಾಲ್‌ಗಳು, ಕಲಾ ಪ್ರದರ್ಶನ ಮತ್ತು ನಾಟಕಗಳಲ್ಲಿ ಭಾಗವಹಿಸಿದರು. ಪೋಷಕರು ಹಾಗೂ ಸಾರ್ವಜನಿಕರು ಭಾರೀ ಸಂಖ್ಯೆಯಲ್ಲಿ ಭೇಟಿ ನೀಡಿ ಮಕ್ಕಳ ಪ್ರತಿಭೆಯನ್ನು ಶ್ಲಾಘಿಸಿದರು. <box>620 1140 755 1262</box>
rashi-prediction: ಕುತೂಹಲ <box>108 791 132 799</box>
article-text: ಆಗುವರು ನಮಗೆ 8 ವರ್ಷಗಳ ಅವಧಿಯಲ್ಲಿ ಸಾಧಿಸಿದ್ದ ಅಪಾರ ವಿವೇಕಾನಂದರ ಆದರ್ಶಗಳನ್ನು ಯುವಕರು ಬದುಕಿನಲ್ಲಿ ಅಳವಡಿಸಿಕೊಳ್ಳಬೇಕು ಎಂದು ತಿಳಿಸಿದರು. ಕನ್ನಡ ವಿಭಾಗದ ಸ್ವಾಮಿ ವಿವೇಕಾನಂದರ ವಿಚಾರ ಮತ್ತು ರಾಷ್ಟ್ರೀಯ ಚಿಂತೆ ವಿಷಯವಾಗಿ ಪ್ರಬಂಧ ಸ್ಪರ್ಧೆ ನಡೆಸಲಾಯಿತು. ಪ್ರಥಮ ಬಹುಮಾನವನ್ನು ಸೌಮ್ಯ, ದ್ವಿತೀಯ ಬಹುಮಾನವನ್ನು ರಮ್ಯ, ತೃತೀಯ ಬಹುಮಾನವನ್ನು ಎಂ.ಪಿ.ಮಹಾಂತೇಶ್ ಪಡೆದುಕೊಂಡರು. ದೈಹಿಕ ಶಿಕ್ಷಣ ನಿರ್ದೇಶಕರಾದ ಯೋಗೀಶ್, ಕನ್ನಡ ವಿಭಾಗದ ಮುಖ್ಯಸ್ಥರಾದ ಜಗದೀಶ್, ಪ್ರಾಧ್ಯಾಪಕರಾದ ಎಸ್.ಆರ್.ಸಾಮಮೂರ್ತಿ, ಚಂದ್ರಶೇಖರ್, ವಾಣಿಜ್ಯ ವಿಭಾಗದ ಸಹಾಯಕ ಪ್ರಾಧ್ಯಾಪಕ ರಮೇಶ್ ಸೇರಿದಂತೆ ಅನೇಕರು ಉಪಸ್ಥಿತರಿದ್ದರು. <box>706 714 896 805</box>
rashi-prediction: ವಾತ್ಸಲ್ಯ <box>206 823 224 831</box>
masa: ಪುಷ್ಯ ಮಾಸ <box>131 305 162 314</box>
article-text: ಕಾರ್ಯದರ್ಶಿ ಪ್ರಧಾನ ಕಾರ್ಯದರ್ಶಿ ವಚನ ಸಾಹಿತ್ಯ ಸಚಿವಾಲಯ. ಮಹಾತ್ಮರ ಬದುಕು ಮೌಲ್ಯ ಮೌಲ್ಯಗಳನ್ನು ಅರಿತು ಮುನ್ನಡೆಯಬೇಕು ಶಿವ ಸಾಹಿತ್ಯದಲ್ಲಿ ತಿಳಿಸಿದರು. ಶರಣರು ತಮ್ಮ ಆದರ್ಶಗಳಿಂದ ತಮ್ಮ ಜನರ ಜೀವನ ರೂಪಿಸಿದರು. ಅಂತಹ ಶರಣರ ಚಿಂತನೆ ವಚನಗಳ ಸಾರವನ್ನು ತಿಳಿದುಕೊಳ್ಳಬೇಕು. ಶರಣ ಸಾಹಿತ್ಯ ಪರಿಷತ್ತು ಅಧ್ಯಕ್ಷ ಬಸವರಾಜು ಹೊನ್ನೇನಹಳ್ಳಿ, ಪ್ರಧಾನ ಕಾರ್ಯದರ್ಶಿ ಡಾ.ಸಿ.ಶಿವಕುಮಾರ್, ವಿಜಯಾಂಬ, ಸಾಯಿಗಂಗಾ ಅಶ್ವಿ ಮುಖ್ಯ ಶಿಕ್ಷಕರು, ಎಂ.ಆರ್.ಮೃತ್ಯುಂಜಯ ಸೇರಿದಂತೆ ಅನೇಕರು ಉಪಸ್ಥಿತರಿದ್ದರು. <box>472 1158 612 1259</box>
news-photo-seers <box>397 108 707 249</box>
yama-label: ಯಮಗಂಡಕಾಲ <box>76 599 118 608</box>
article-text: ಘೋಷಣೆಗೆ ಮಾತ್ರ ಸಮೀತವಾಗಿದೆ. ಇದನ್ನು ಘೋಷಣೆ ಮಾಡಿದರೆ ಮಾತ್ರ ಸಾಲದು, ಅರ್ಥವಾಗಿ ಆಚರಿಸಬೇಕು. ಈ ಕಾರ್ಯ ಆಗಬೇಕು ಎಂಬುದು ಕೋಟ್ಯಂತರ ಭಕ್ತರ ಮನದಲ್ಲಿದೆ. ಮುಂದಿನ ದಿನಗಳಲ್ಲಿ ದಾಸೋಹ ದಿನ ಆಚರಣೆಯಾಗುತ್ತದೆ ಎನ್ನುವ ವಿಶ್ವಾಸ ತಮಗಿದೆ ಎಂದರು. ಸರ್ಕಾರದ ಬಗ್ಗೆ ಟೀಕೆ ಮಾಡಲು ನಾನು ಹೋಗುವುದಿಲ್ಲ. ಭಗವಂತ ಯಾವಾಗ ಬುದ್ಧಿ ಕೊಡುತ್ತಾನೋ ಆಗಲೇ ದಾಸೋಹ ದಿನ ಅರ್ಥ <box>398 258 550 329</box>
sunset-time: 6.17 PM <box>147 432 248 453</box>
sunrise-time: 6:46 AM <box>80 438 114 447</box>
quote-author: - ಡಾ.ಎ.ಪಿ.ಜೆ.ಅಬ್ದುಲ್ ಕಲಾಂ <box>112 171 162 177</box>
rashi-prediction: ಶಾಂತಿ <box>108 823 122 831</box>
rashi-prediction: ಪ್ರಗತಿ <box>108 807 121 815</box>
rashi-sign: ಸಿಂಹ <box>60 791 72 799</box>
tithi-heading: ನವಮಿ <box>47 380 248 394</box>
rashi-bhavishya <box>47 733 248 858</box>
rashi-sign: ಕನ್ಯಾ <box>147 791 197 800</box>
